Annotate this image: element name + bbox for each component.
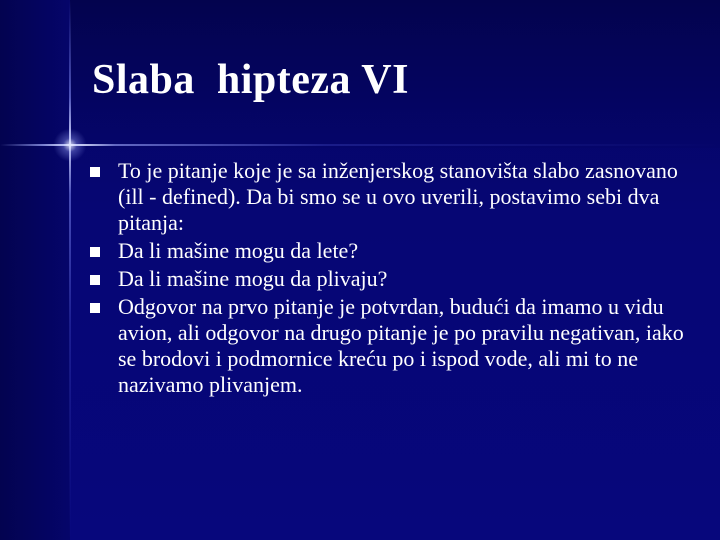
- sparkle-vertical-line: [69, 0, 71, 540]
- sparkle-glow: [50, 126, 90, 164]
- square-bullet-icon: [90, 303, 100, 313]
- square-bullet-icon: [90, 275, 100, 285]
- bullet-item: [90, 266, 690, 292]
- left-band: [0, 0, 70, 540]
- square-bullet-icon: [90, 167, 100, 177]
- bullet-list: [90, 158, 690, 400]
- bullet-item: [90, 294, 690, 398]
- bullet-text: Da li mašine mogu da lete?: [118, 238, 359, 263]
- slide-title: Slaba hipteza VI: [92, 57, 409, 103]
- sparkle-horizontal-line: [0, 144, 720, 146]
- square-bullet-icon: [90, 247, 100, 257]
- bullet-item: [90, 158, 690, 236]
- bullet-text: Da li mašine mogu da plivaju?: [118, 266, 388, 291]
- bullet-text: To je pitanje koje je sa inženjerskog stanovišta slabo zasnovano (ill - defined). Da bi smo se u ovo uverili, postavimo sebi dva pitanja:: [118, 158, 678, 235]
- bullet-item: [90, 238, 690, 264]
- bullet-text: Odgovor na prvo pitanje je potvrdan, budući da imamo u vidu avion, ali odgovor na drugo pitanje je po pravilu negativan, iako se brodovi i podmornice kreću po i ispod vode, ali mi to ne nazivamo plivanjem.: [118, 294, 684, 397]
